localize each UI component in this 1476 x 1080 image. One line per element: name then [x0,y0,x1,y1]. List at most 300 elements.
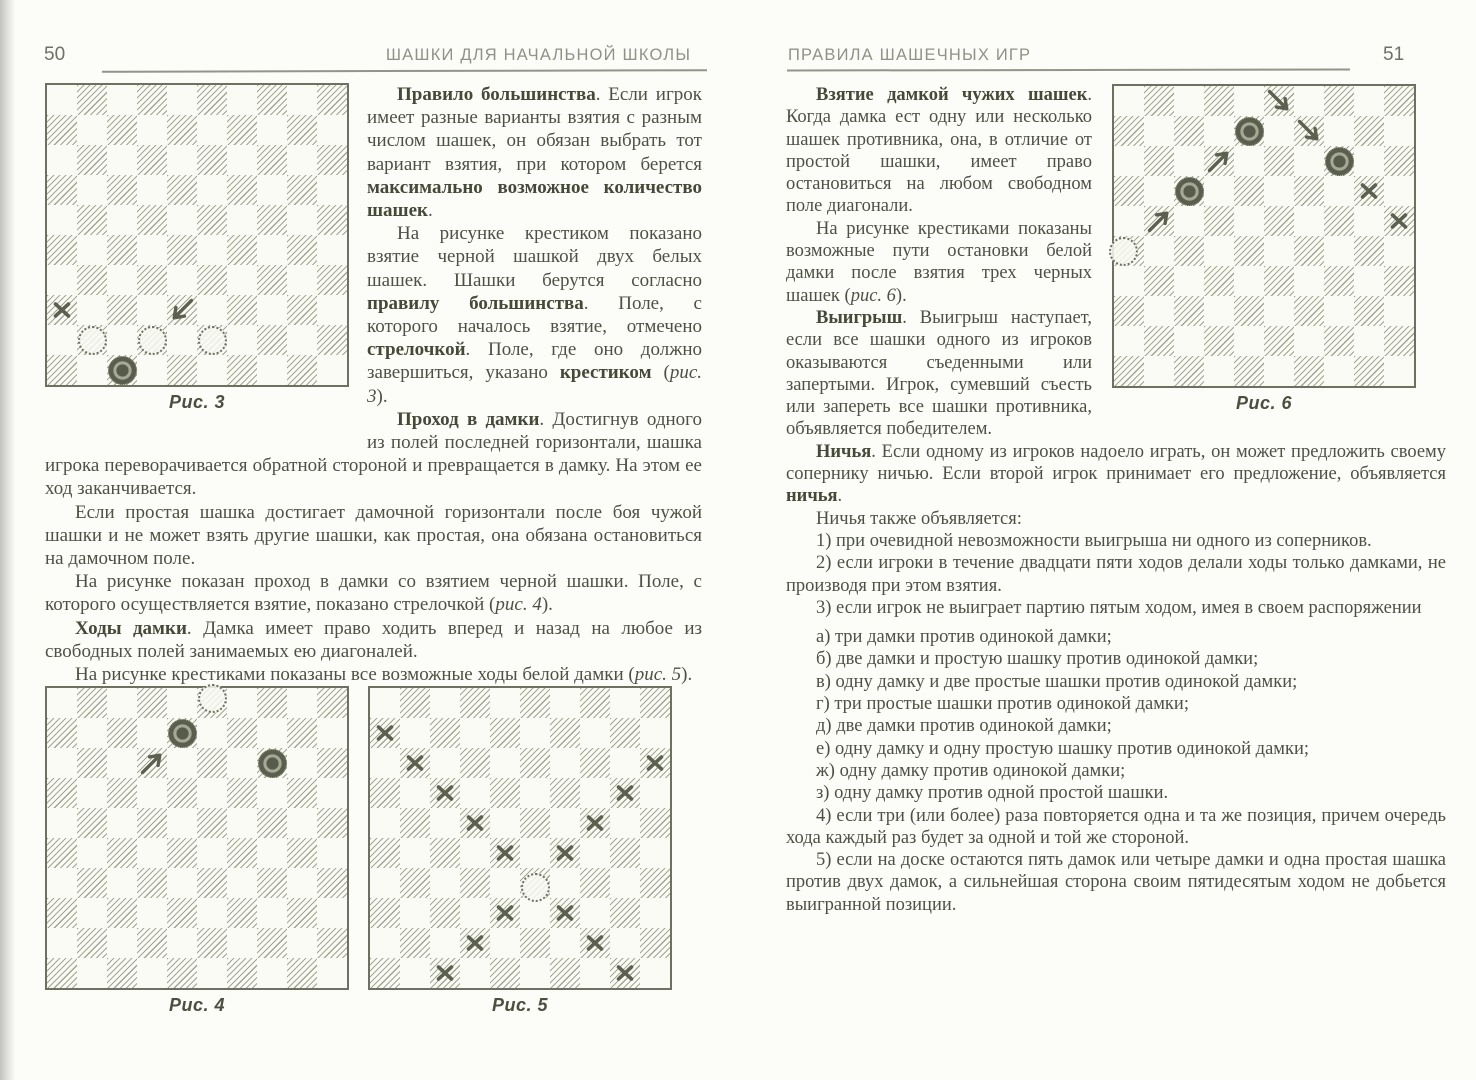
board-cell [640,688,670,718]
board-cell [167,778,197,808]
board-cell [227,295,257,325]
board-cell [1204,86,1234,116]
board-cell [550,778,580,808]
bottom-figures-row [45,686,672,1016]
board-cell [1324,116,1354,146]
board-cell [640,778,670,808]
board-cell [1384,296,1414,326]
board-cell [400,898,430,928]
board-cell [47,175,77,205]
board-cell [107,85,137,115]
board-cell [287,355,317,385]
board-cell [287,265,317,295]
board-cell [1354,356,1384,386]
board-cell [167,355,197,385]
board-cell [1354,296,1384,326]
running-header-left: ШАШКИ ДЛЯ НАЧАЛЬНОЙ ШКОЛЫ [385,46,692,64]
board-cell [610,928,640,958]
board-cell [107,688,137,718]
board-cell [137,85,167,115]
board-cell [317,145,347,175]
board-cell [1144,356,1174,386]
board-cell [520,958,550,988]
board-cell [1324,236,1354,266]
board-cell [490,778,520,808]
x-mark-icon [1384,206,1414,236]
x-mark-icon [610,778,640,808]
board-cell [137,295,167,325]
board-cell [137,205,167,235]
board-cell [317,868,347,898]
board-cell [1264,206,1294,236]
board-cell [257,115,287,145]
board-cell [317,748,347,778]
board-cell [460,778,490,808]
board-cell [1144,326,1174,356]
board-cell [77,868,107,898]
board-cell [1204,356,1234,386]
board-cell [1114,206,1144,236]
board-cell [1264,236,1294,266]
board-cell [1144,116,1174,146]
board-cell [227,175,257,205]
board-cell [430,898,460,928]
board-cell [580,748,610,778]
board-cell [47,115,77,145]
board-cell [610,868,640,898]
board-cell [137,898,167,928]
board-cell [287,325,317,355]
x-mark-icon [490,838,520,868]
board-cell [317,355,347,385]
board-cell [370,868,400,898]
paragraph: Если простая шашка достигает дамочной горизонтали после боя чужой шашки и не может взять другие шашки, как простая, она обязана остановиться на дамочном поле. [45,501,702,570]
paragraph: На рисунке крестиком показано взятие черной шашкой двух белых шашек. Шашки берутся согласно правилу большинства. Поле, с которого началось взятие, отмечено стрелочкой. Поле, где оно должно завершиться, указано крестиком (рис. 3). [367,223,702,407]
board-cell [167,928,197,958]
board-cell [460,688,490,718]
board-cell [137,808,167,838]
arrow-se-icon [1294,116,1324,146]
board-cell [107,235,137,265]
board-cell [287,838,317,868]
board-cell [1144,296,1174,326]
paragraph: 2) если игроки в течение двадцати пяти ходов делали ходы только дамками, не производя при этом взятия. [786,553,1446,596]
board-cell [137,688,167,718]
board-cell [400,868,430,898]
board-cell [227,718,257,748]
board-cell [287,748,317,778]
board-cell [640,898,670,928]
board-cell [1384,116,1414,146]
x-mark-icon [610,958,640,988]
board-cell [287,898,317,928]
arrow-sw-icon [167,295,197,325]
board-cell [1144,86,1174,116]
paragraph: е) одну дамку и одну простую шашку против одинокой дамки; [816,738,1310,759]
board-cell [77,688,107,718]
board-cell [1234,266,1264,296]
board-cell [1324,326,1354,356]
board-cell [107,265,137,295]
board-cell [520,778,550,808]
board-cell [430,748,460,778]
board-cell [107,295,137,325]
board-cell [430,928,460,958]
paragraph: Взятие дамкой чужих шашек. Когда дамка ест одну или несколько шашек противника, она, в отличие от простой шашки, имеет право остановиться на любом свободном поле диагонали. [786,85,1092,217]
board-cell [137,355,167,385]
board-cell [370,928,400,958]
board-cell [640,808,670,838]
board-cell [1114,266,1144,296]
board-cell [1114,176,1144,206]
paragraph: г) три простые шашки против одинокой дамки; [816,694,1189,715]
paragraph: Проход в дамки. Достигнув одного из полей последней горизонтали, шашка игрока переворачивается обратной стороной и превращается в дамку. На этом ее ход заканчивается. [45,408,702,500]
board-cell [287,205,317,235]
board-cell [107,205,137,235]
board-cell [370,688,400,718]
board-cell [520,838,550,868]
board-cell [227,355,257,385]
board-cell [1174,86,1204,116]
board-cell [287,958,317,988]
board-cell [137,265,167,295]
board-cell [47,868,77,898]
board-cell [137,868,167,898]
board-cell [137,235,167,265]
board-cell [460,868,490,898]
board-cell [1204,236,1234,266]
x-mark-icon [1354,176,1384,206]
board-cell [640,718,670,748]
board-cell [167,265,197,295]
board-cell [1384,266,1414,296]
board-cell [227,688,257,718]
board-cell [197,838,227,868]
board-cell [1174,296,1204,326]
board-cell [137,175,167,205]
board-cell [1294,296,1324,326]
board-cell [490,928,520,958]
board-cell [430,718,460,748]
board-cell [640,928,670,958]
board-cell [287,115,317,145]
board-cell [1384,86,1414,116]
black-checker [107,355,137,385]
board-cell [167,958,197,988]
board-cell [47,748,77,778]
board-cell [167,205,197,235]
board-cell [1294,206,1324,236]
paragraph: з) одну дамку против одной простой шашки. [816,783,1169,804]
board-cell [257,145,287,175]
board-cell [1144,146,1174,176]
right-page-body [786,84,1446,916]
board-cell [197,928,227,958]
board-cell [257,688,287,718]
board-cell [1324,356,1354,386]
x-mark-icon [460,928,490,958]
board-cell [227,928,257,958]
black-checker [167,718,197,748]
board-cell [610,808,640,838]
board-cell [1234,356,1264,386]
board-cell [257,838,287,868]
board-cell [167,808,197,838]
board-cell [1354,326,1384,356]
board-cell [490,688,520,718]
board-cell [287,235,317,265]
board-cell [47,265,77,295]
board-cell [1264,176,1294,206]
board-cell [610,688,640,718]
board-cell [400,838,430,868]
paragraph: б) две дамки и простую шашку против одинокой дамки; [816,649,1259,670]
board-cell [610,838,640,868]
board-cell [550,748,580,778]
board-cell [77,355,107,385]
board-cell [1174,116,1204,146]
paragraph: Ничья также объявляется: [816,508,1022,529]
board-cell [197,868,227,898]
board-cell [197,205,227,235]
board-cell [1384,146,1414,176]
figure-6-caption: Рис. 6 [1235,393,1293,413]
board-cell [197,718,227,748]
board-cell [287,295,317,325]
white-checker [137,325,167,355]
board-cell [287,778,317,808]
board-cell [47,235,77,265]
board-cell [167,85,197,115]
board-cell [317,175,347,205]
board-cell [197,958,227,988]
board-cell [77,235,107,265]
board-cell [317,235,347,265]
board-cell [257,295,287,325]
board-cell [167,145,197,175]
board-cell [317,295,347,325]
board-cell [77,748,107,778]
board-cell [317,265,347,295]
board-cell [370,778,400,808]
board-cell [1234,206,1264,236]
board-cell [137,838,167,868]
board-cell [227,145,257,175]
board-cell [107,808,137,838]
board-cell [77,205,107,235]
arrow-ne-icon [1144,206,1174,236]
board-cell [400,808,430,838]
board-cell [197,355,227,385]
board-cell [1324,266,1354,296]
board-cell [1234,326,1264,356]
board-cell [47,928,77,958]
paragraph: а) три дамки против одинокой дамки; [816,627,1112,648]
board-cell [287,928,317,958]
board-cell [1174,266,1204,296]
board-cell [107,718,137,748]
board-cell [77,928,107,958]
board-cell [1384,326,1414,356]
header-rule-right [787,69,1350,72]
board-cell [137,778,167,808]
board-cell [1144,176,1174,206]
board-cell [167,838,197,868]
board-cell [227,778,257,808]
board-cell [287,808,317,838]
board-cell [257,868,287,898]
board-cell [430,868,460,898]
board-cell [1234,236,1264,266]
paragraph: ж) одну дамку против одинокой дамки; [816,760,1126,781]
board-cell [1354,206,1384,236]
board-cell [77,145,107,175]
board-cell [257,235,287,265]
board-cell [460,838,490,868]
paragraph: Выигрыш. Выигрыш наступает, если все шашки одного из игроков оказываются съеденными или запертыми. Игрок, сумевший съесть или запереть все шашки противника, объявляется победителем. [786,307,1092,440]
board-cell [197,265,227,295]
board-cell [137,718,167,748]
board-cell [167,115,197,145]
board-cell [1174,206,1204,236]
board-cell [1174,326,1204,356]
board-cell [107,145,137,175]
board-cell [77,898,107,928]
board-cell [257,175,287,205]
board-cell [77,295,107,325]
board-cell [227,808,257,838]
board-cell [47,325,77,355]
board-cell [227,265,257,295]
board-cell [490,868,520,898]
board-cell [400,718,430,748]
paragraph: 4) если три (или более) раза повторяется одна и та же позиция, причем очередь хода каждый раз будет за одной и той же стороной. [786,805,1446,848]
board-cell [287,688,317,718]
board-cell [580,778,610,808]
board-cell [490,718,520,748]
board-cell [317,838,347,868]
board-cell [77,718,107,748]
board-cell [77,175,107,205]
board-cell [580,688,610,718]
paragraph: Ничья. Если одному из игроков надоело играть, он может предложить своему сопернику ничью. Если второй игрок принимает его предложение, объявляется ничья. [786,441,1446,507]
board-cell [370,898,400,928]
paragraph: 5) если на доске остаются пять дамок или четыре дамки и одна простая шашка против двух дамок, а сильнейшая сторона своим пятидесятым ходом не добьется выигранной позиции. [786,850,1446,915]
board-cell [520,688,550,718]
board-cell [77,265,107,295]
figure-5 [368,686,672,1016]
x-mark-icon [460,808,490,838]
paragraph: Правило большинства. Если игрок имеет разные варианты взятия с разным числом шашек, он обязан выбрать тот вариант взятия, при котором берется максимально возможное количество шашек. [367,84,702,222]
board-cell [47,808,77,838]
board-cell [287,85,317,115]
paragraph: На рисунке крестиками показаны все возможные ходы белой дамки (рис. 5). [75,664,693,686]
board-cell [77,115,107,145]
board-cell [460,718,490,748]
board-cell [317,718,347,748]
board-cell [47,898,77,928]
board-cell [257,928,287,958]
white-checker [1108,236,1138,266]
black-checker [1324,146,1354,176]
board-cell [1234,296,1264,326]
board-cell [1294,326,1324,356]
board-cell [1204,326,1234,356]
x-mark-icon [550,898,580,928]
paragraph: 1) при очевидной невозможности выигрыша ни одного из соперников. [816,530,1372,551]
board-cell [1354,266,1384,296]
board-cell [107,115,137,145]
board-cell [550,868,580,898]
board-cell [1324,206,1354,236]
x-mark-icon [370,718,400,748]
board-cell [1144,266,1174,296]
board-cell [167,235,197,265]
black-checker [1174,176,1204,206]
board-cell [227,958,257,988]
board-cell [257,958,287,988]
board-cell [287,145,317,175]
running-header-right: ПРАВИЛА ШАШЕЧНЫХ ИГР [788,46,1032,64]
checkers-board-fig5 [368,686,672,990]
board-cell [1114,116,1144,146]
board-cell [47,85,77,115]
left-page-body [45,83,702,686]
board-cell [197,235,227,265]
board-cell [167,175,197,205]
checkers-board-fig6 [1112,84,1416,388]
board-cell [1294,86,1324,116]
board-cell [580,718,610,748]
paragraph: в) одну дамку и две простые шашки против одинокой дамки; [816,671,1298,692]
board-cell [1114,356,1144,386]
board-cell [460,748,490,778]
board-cell [317,85,347,115]
board-cell [1294,236,1324,266]
board-cell [1264,296,1294,326]
board-cell [1204,266,1234,296]
header-rule-left [102,69,707,73]
board-cell [520,718,550,748]
white-checker [197,325,227,355]
board-cell [317,688,347,718]
board-cell [77,808,107,838]
paragraph: На рисунке крестиками показаны возможные пути остановки белой дамки после взятия трех черных шашек (рис. 6). [786,218,1092,306]
paragraph: Ходы дамки. Дамка имеет право ходить вперед и назад на любое из свободных полей занимаемых ею диагоналей. [45,617,702,662]
board-cell [257,898,287,928]
board-cell [47,838,77,868]
board-cell [47,205,77,235]
board-cell [227,838,257,868]
board-cell [520,748,550,778]
board-cell [1144,236,1174,266]
board-cell [167,688,197,718]
page-number-left: 50 [44,44,66,65]
board-cell [1204,206,1234,236]
board-cell [197,748,227,778]
board-cell [257,85,287,115]
board-cell [370,838,400,868]
arrow-ne-icon [1204,146,1234,176]
board-cell [257,808,287,838]
board-cell [77,85,107,115]
board-cell [580,898,610,928]
board-cell [550,718,580,748]
x-mark-icon [47,295,77,325]
board-cell [107,325,137,355]
board-cell [107,928,137,958]
white-checker [520,872,550,902]
